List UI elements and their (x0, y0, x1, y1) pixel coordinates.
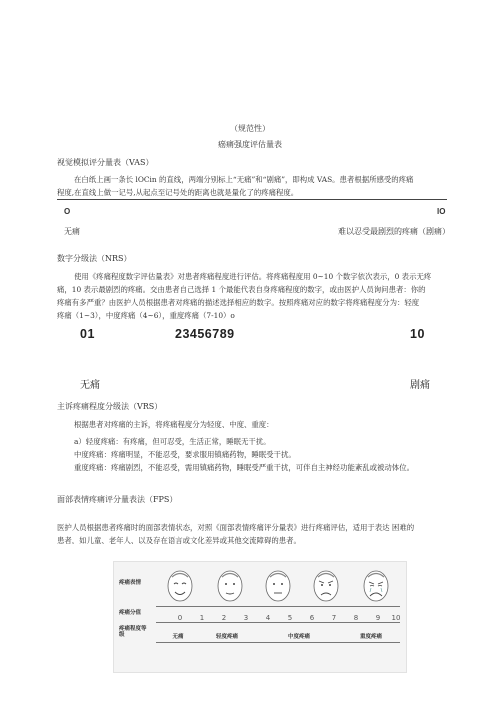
fig-score: 0 (177, 614, 183, 622)
vrs-heading: 主诉疼痛程度分级法（VRS） (57, 402, 163, 411)
nrs-body-line3: 疼痛有多严重？由医护人员根据患者对疼痛的描述选择相应的数字。按照疼痛对应的数字将疼痛程度分为：轻度 (57, 298, 420, 307)
vas-heading: 视觉模拟评分量表（VAS） (57, 158, 154, 167)
vrs-item-severe: 重度疼痛：疼痛剧烈，不能忍受，需用镇痛药物，睡眠受严重干扰，可伴自主神经功能紊乱或被动体位。 (74, 463, 414, 472)
fig-score: 3 (243, 614, 249, 622)
fig-score: 9 (375, 614, 381, 622)
nrs-label-right: 剧痛 (410, 380, 430, 391)
fps-heading: 面部表情疼痛评分量表法（FPS） (57, 495, 178, 504)
face-crying-icon (360, 569, 392, 603)
fig-score: 7 (331, 614, 337, 622)
fig-row-divider (156, 622, 400, 623)
nrs-body-line2: 痛，10 表示最剧烈的疼痛。交由患者自己选择 1 个最能代表自身疼痛程度的数字，或由医护人员询问患者：你的 (57, 285, 426, 294)
vas-body-line2: 程度,在直线上做一记号,从起点至记号处的距离也就是量化了的疼痛程度。 (57, 188, 299, 197)
fig-row-divider (156, 606, 400, 607)
vas-line (57, 199, 447, 200)
page-title: 癌痛强度评估量表 (218, 140, 282, 149)
fig-row-label-expression: 疼痛表情 (119, 580, 142, 586)
vas-body-line1: 在白纸上画一条长 lOCin 的直线，两端分别标上“无痛”和“剧痛”，即构成 VAS。患者根据所感受的疼痛 (74, 175, 414, 184)
nrs-scale-mid: 23456789 (175, 327, 235, 341)
vrs-intro: 根据患者对疼痛的主诉，将疼痛程度分为轻度、中度、重度： (74, 420, 274, 429)
vas-left-mark: O (64, 207, 71, 216)
fig-score: 10 (391, 614, 401, 622)
face-frown-icon (310, 569, 342, 603)
fig-score: 1 (199, 614, 205, 622)
face-smile-icon (164, 569, 196, 603)
fig-level-none: 无痛 (172, 634, 184, 640)
fig-level-mild: 轻度疼痛 (215, 634, 238, 640)
fig-score: 2 (221, 614, 227, 622)
fig-score: 6 (309, 614, 315, 622)
vas-left-label: 无痛 (64, 227, 80, 236)
fig-level-severe: 重度疼痛 (359, 634, 382, 640)
nrs-label-left: 无痛 (80, 380, 100, 391)
norm-label: （规范性） (230, 124, 270, 133)
fig-level-moderate: 中度疼痛 (287, 634, 310, 640)
nrs-scale-left: 01 (80, 327, 95, 341)
fps-body-line2: 患者，如儿童、老年人、以及存在语言或文化差异或其他交流障碍的患者。 (57, 536, 301, 544)
nrs-heading: 数字分级法（NRS） (57, 254, 132, 263)
vrs-item-mild: a）轻度疼痛：有疼痛，但可忍受，生活正常，睡眠无干扰。 (74, 437, 271, 446)
face-neutral-icon (262, 569, 294, 603)
fig-score: 5 (287, 614, 293, 622)
nrs-body-line4: 疼痛（1~3），中度疼痛（4~6），重度疼痛（7-10）o (57, 311, 235, 320)
fig-row-divider (156, 642, 400, 643)
vas-right-mark: lO (437, 207, 446, 216)
fps-figure (113, 561, 407, 673)
face-mild-icon (214, 569, 246, 603)
fig-row-label-level: 疼痛程度等 级 (119, 626, 147, 638)
fig-score: 4 (265, 614, 271, 622)
fig-score: 8 (353, 614, 359, 622)
vas-right-label: 难以忍受最剧烈的疼痛（剧痛） (338, 227, 450, 236)
fps-body-line1: 医护人员根据患者疼痛时的面部表情状态，对照《面部表情疼痛评分量表》进行疼痛评估，适用于表达 困难的 (57, 523, 415, 532)
nrs-body-line1: 使用《疼痛程度数字评估量表》对患者疼痛程度进行评估。将疼痛程度用 0~10 个数字依次表示，0 表示无疼 (74, 272, 432, 281)
fig-row-label-score: 疼痛分值 (119, 610, 142, 616)
vrs-item-moderate: 中度疼痛：疼痛明显，不能忍受，要求服用镇痛药物，睡眠受干扰。 (74, 450, 296, 459)
nrs-scale-right: 10 (410, 327, 425, 341)
